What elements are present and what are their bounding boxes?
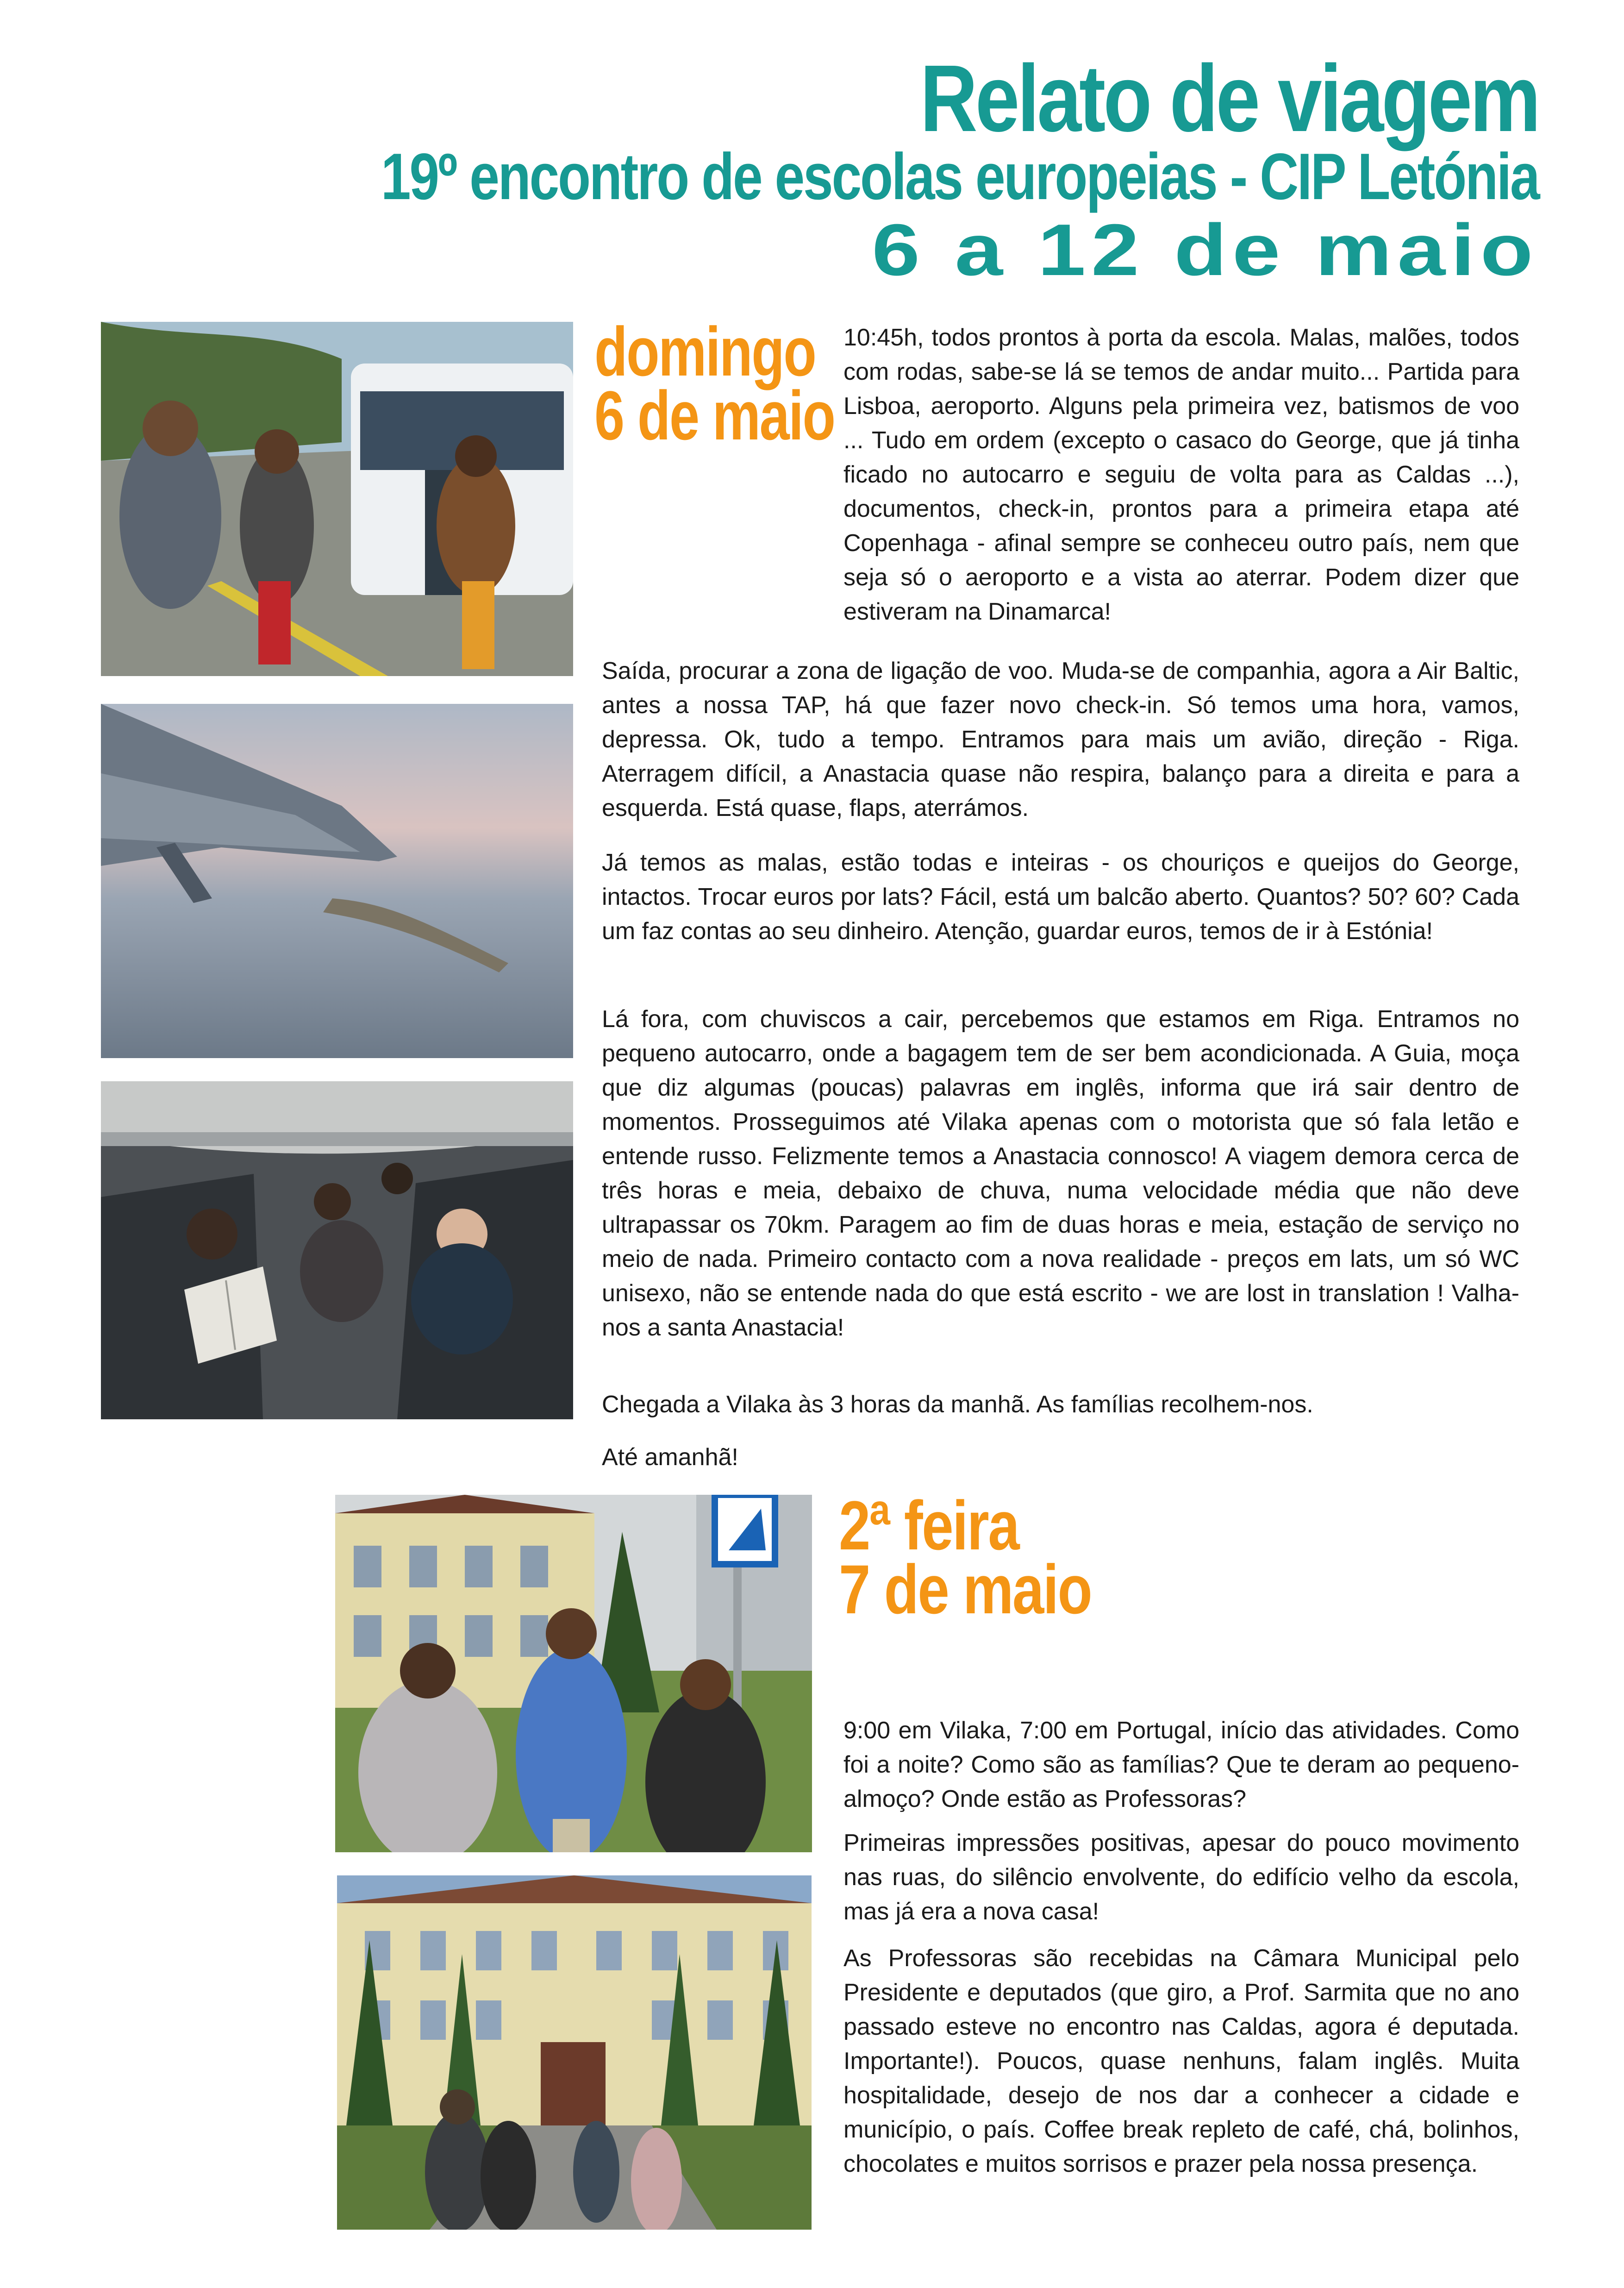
day1-paragraph-1: 10:45h, todos prontos à porta da escola. Malas, malões, todos com rodas, sabe-se lá se temos de andar muito... Partida para Lisboa, aeroporto. Alguns pela primeira vez, batismos de voo ... Tudo em ordem (excepto o casaco do George, que já tinha ficado no autocarro e seguiu de volta para as Caldas ...), documentos, check-in, prontos para a primeira etapa até Copenhaga - afinal sempre se conheceu outro país, nem que seja só o aeroporto e a vista ao aterrar. Podem dizer que estiveram na Dinamarca!: [843, 324, 1519, 625]
day1-paragraph-5: Chegada a Vilaka às 3 horas da manhã. As famílias recolhem-nos.: [602, 1391, 1313, 1418]
day2-paragraph-3: As Professoras são recebidas na Câmara Municipal pelo Presidente e deputados (que giro, a Prof. Sarmita que no ano passado esteve no encontro nas Caldas, agora é deputada. Importante!). Poucos, quase nenhuns, falam inglês. Muita hospitalidade, desejo de nos dar a conhecer a cidade e município, o país. Coffee break repleto de café, chá, bolinhos, chocolates e muitos sorrisos e prazer pela nossa presença.: [843, 1945, 1519, 2177]
day2-paragraph-2: Primeiras impressões positivas, apesar do pouco movimento nas ruas, do silêncio envolvente, do edifício velho da escola, mas já era a nova casa!: [843, 1830, 1519, 1925]
day2-date: 7 de maio: [839, 1550, 1092, 1628]
day1-weekday: domingo: [594, 313, 816, 390]
day2-paragraph-1: 9:00 em Vilaka, 7:00 em Portugal, início das atividades. Como foi a noite? Como são as famílias? Que te deram ao pequeno-almoço? Onde estão as Professoras?: [843, 1717, 1519, 1812]
page-title: Relato de viagem: [920, 45, 1538, 151]
page-subtitle: 19º encontro de escolas europeias - CIP Letónia: [381, 140, 1538, 213]
photo-airplane-cabin: [101, 1081, 573, 1419]
day2-heading: [839, 1486, 1092, 1628]
day1-paragraph-4: Lá fora, com chuviscos a cair, percebemos que estamos em Riga. Entramos no pequeno autocarro, onde a bagagem tem de ser bem acondicionada. A Guia, moça que diz algumas (poucas) palavras em inglês, informa que irá sair dentro de momentos. Prosseguimos até Vilaka apenas com o motorista que só fala letão e entende russo. Felizmente temos a Anastacia connosco! A viagem demora cerca de três horas e meia, debaixo de chuva, numa velocidade média que não deve ultrapassar os 70km. Paragem ao fim de duas horas e meia, estação de serviço no meio de nada. Primeiro contacto com a nova realidade - preços em lats, um só WC unisexo, não se entende nada do que está escrito - we are lost in translation ! Valha-nos a santa Anastacia!: [602, 1006, 1519, 1341]
day1-date: 6 de maio: [594, 376, 835, 454]
day1-paragraph-3: Já temos as malas, estão todas e inteiras - os chouriços e queijos do George, intactos. Trocar euros por lats? Fácil, está um balcão aberto. Quantos? 50? 60? Cada um faz contas ao seu dinheiro. Atenção, guardar euros, temos de ir à Estónia!: [602, 849, 1519, 945]
photo-school-building: [337, 1875, 812, 2230]
day1-paragraph-6: Até amanhã!: [602, 1444, 738, 1471]
day1-heading: [594, 313, 835, 454]
photo-students-boarding-bus: [101, 322, 573, 676]
day1-paragraph-2: Saída, procurar a zona de ligação de voo. Muda-se de companhia, agora a Air Baltic, antes a nossa TAP, há que fazer novo check-in. Só temos uma hora, vamos, depressa. Ok, tudo a tempo. Entramos para mais um avião, direção - Riga. Aterragem difícil, a Anastacia quase não respira, balanço para a direita e para a esquerda. Está quase, flaps, aterrámos.: [602, 658, 1519, 821]
photo-airplane-wing-view: [101, 704, 573, 1058]
day2-weekday: 2ª feira: [839, 1486, 1019, 1564]
trip-dates: 6 a 12 de maio: [872, 209, 1538, 291]
photo-students-at-school: [335, 1495, 812, 1852]
